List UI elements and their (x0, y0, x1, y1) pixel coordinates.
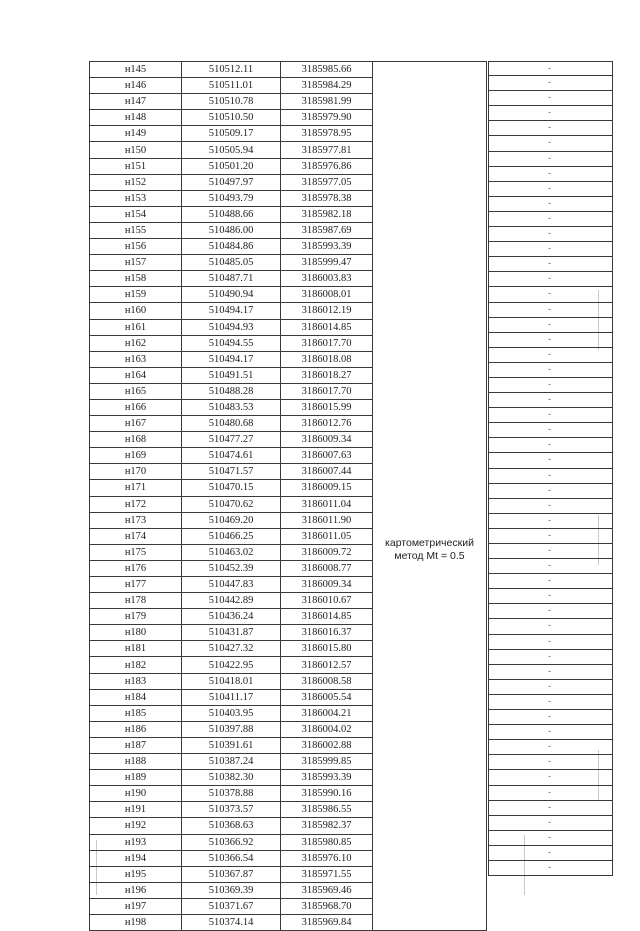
right-column-row (489, 861, 612, 876)
point-name-cell: н155 (90, 222, 182, 238)
x-coordinate-cell: 510442.89 (182, 593, 281, 609)
dash-mark: - (548, 816, 551, 827)
x-coordinate-cell: 510501.20 (182, 158, 281, 174)
dash-mark: - (548, 514, 551, 525)
coordinates-table (89, 61, 487, 931)
dash-mark: - (548, 228, 551, 239)
y-coordinate-cell: 3186008.01 (281, 287, 373, 303)
dash-mark: - (548, 711, 551, 722)
x-coordinate-cell: 510494.17 (182, 303, 281, 319)
right-column-row (489, 197, 612, 212)
point-name-cell: н192 (90, 818, 182, 834)
x-coordinate-cell: 510490.94 (182, 287, 281, 303)
point-name-cell: н171 (90, 480, 182, 496)
y-coordinate-cell: 3186017.70 (281, 335, 373, 351)
x-coordinate-cell: 510477.27 (182, 432, 281, 448)
right-column-row (489, 76, 612, 91)
y-coordinate-cell: 3185969.46 (281, 882, 373, 898)
y-coordinate-cell: 3186010.67 (281, 593, 373, 609)
dash-mark: - (548, 650, 551, 661)
right-column-row (489, 333, 612, 348)
point-name-cell: н176 (90, 560, 182, 576)
right-column-row (489, 755, 612, 770)
y-coordinate-cell: 3186015.99 (281, 399, 373, 415)
right-column-row (489, 257, 612, 272)
point-name-cell: н196 (90, 882, 182, 898)
x-coordinate-cell: 510436.24 (182, 609, 281, 625)
right-column-row (489, 378, 612, 393)
dash-mark: - (548, 409, 551, 420)
point-name-cell: н184 (90, 689, 182, 705)
dash-mark: - (548, 122, 551, 133)
x-coordinate-cell: 510510.78 (182, 94, 281, 110)
right-column-row (489, 242, 612, 257)
y-coordinate-cell: 3185986.55 (281, 802, 373, 818)
right-column-row (489, 650, 612, 665)
x-coordinate-cell: 510505.94 (182, 142, 281, 158)
x-coordinate-cell: 510369.39 (182, 882, 281, 898)
dash-mark: - (548, 152, 551, 163)
point-name-cell: н197 (90, 898, 182, 914)
point-name-cell: н157 (90, 255, 182, 271)
x-coordinate-cell: 510367.87 (182, 866, 281, 882)
y-coordinate-cell: 3185971.55 (281, 866, 373, 882)
right-column-row (489, 695, 612, 710)
right-column-row (489, 182, 612, 197)
point-name-cell: н149 (90, 126, 182, 142)
x-coordinate-cell: 510491.51 (182, 367, 281, 383)
dash-mark: - (548, 756, 551, 767)
dash-mark: - (548, 167, 551, 178)
x-coordinate-cell: 510485.05 (182, 255, 281, 271)
right-column-row (489, 453, 612, 468)
right-column-row (489, 770, 612, 785)
x-coordinate-cell: 510494.55 (182, 335, 281, 351)
dash-mark: - (548, 107, 551, 118)
y-coordinate-cell: 3185993.39 (281, 770, 373, 786)
y-coordinate-cell: 3185977.81 (281, 142, 373, 158)
dash-mark: - (548, 590, 551, 601)
dash-mark: - (548, 771, 551, 782)
point-name-cell: н146 (90, 78, 182, 94)
right-column-row (489, 121, 612, 136)
y-coordinate-cell: 3186016.37 (281, 625, 373, 641)
y-coordinate-cell: 3185993.39 (281, 239, 373, 255)
right-column-row (489, 469, 612, 484)
right-column-row (489, 619, 612, 634)
right-column-row (489, 529, 612, 544)
point-name-cell: н172 (90, 496, 182, 512)
dash-mark: - (548, 665, 551, 676)
point-name-cell: н159 (90, 287, 182, 303)
y-coordinate-cell: 3186009.34 (281, 432, 373, 448)
x-coordinate-cell: 510418.01 (182, 673, 281, 689)
dash-mark: - (548, 575, 551, 586)
x-coordinate-cell: 510373.57 (182, 802, 281, 818)
point-name-cell: н198 (90, 914, 182, 930)
dash-mark: - (548, 137, 551, 148)
point-name-cell: н189 (90, 770, 182, 786)
right-column-row (489, 544, 612, 559)
y-coordinate-cell: 3185999.85 (281, 754, 373, 770)
y-coordinate-cell: 3185976.10 (281, 850, 373, 866)
point-name-cell: н190 (90, 786, 182, 802)
dash-mark: - (548, 801, 551, 812)
y-coordinate-cell: 3186004.21 (281, 705, 373, 721)
right-column-row (489, 604, 612, 619)
right-column-row (489, 635, 612, 650)
right-column-row (489, 167, 612, 182)
y-coordinate-cell: 3185977.05 (281, 174, 373, 190)
point-name-cell: н185 (90, 705, 182, 721)
y-coordinate-cell: 3186009.72 (281, 544, 373, 560)
y-coordinate-cell: 3186004.02 (281, 721, 373, 737)
dash-mark: - (548, 846, 551, 857)
right-column-row (489, 272, 612, 287)
dash-mark: - (548, 212, 551, 223)
point-name-cell: н147 (90, 94, 182, 110)
x-coordinate-cell: 510494.17 (182, 351, 281, 367)
x-coordinate-cell: 510431.87 (182, 625, 281, 641)
x-coordinate-cell: 510493.79 (182, 190, 281, 206)
x-coordinate-cell: 510470.15 (182, 480, 281, 496)
y-coordinate-cell: 3185987.69 (281, 222, 373, 238)
dash-mark: - (548, 831, 551, 842)
dash-mark: - (548, 197, 551, 208)
right-column-row (489, 136, 612, 151)
point-name-cell: н151 (90, 158, 182, 174)
dash-mark: - (548, 605, 551, 616)
dash-mark: - (548, 499, 551, 510)
x-coordinate-cell: 510488.66 (182, 206, 281, 222)
point-name-cell: н164 (90, 367, 182, 383)
dash-mark: - (548, 680, 551, 691)
y-coordinate-cell: 3186018.27 (281, 367, 373, 383)
y-coordinate-cell: 3186008.77 (281, 560, 373, 576)
right-column-row (489, 212, 612, 227)
x-coordinate-cell: 510371.67 (182, 898, 281, 914)
y-coordinate-cell: 3186005.54 (281, 689, 373, 705)
y-coordinate-cell: 3186002.88 (281, 737, 373, 753)
coordinates-table-body (90, 62, 487, 931)
point-name-cell: н174 (90, 528, 182, 544)
dash-mark: - (548, 243, 551, 254)
y-coordinate-cell: 3186007.44 (281, 464, 373, 480)
y-coordinate-cell: 3185982.37 (281, 818, 373, 834)
right-column-row (489, 408, 612, 423)
x-coordinate-cell: 510469.20 (182, 512, 281, 528)
y-coordinate-cell: 3185999.47 (281, 255, 373, 271)
point-name-cell: н160 (90, 303, 182, 319)
y-coordinate-cell: 3186011.05 (281, 528, 373, 544)
dash-mark: - (548, 273, 551, 284)
point-name-cell: н150 (90, 142, 182, 158)
y-coordinate-cell: 3186003.83 (281, 271, 373, 287)
x-coordinate-cell: 510422.95 (182, 657, 281, 673)
point-name-cell: н169 (90, 448, 182, 464)
point-name-cell: н161 (90, 319, 182, 335)
dash-mark: - (548, 63, 551, 73)
x-coordinate-cell: 510470.62 (182, 496, 281, 512)
x-coordinate-cell: 510378.88 (182, 786, 281, 802)
point-name-cell: н191 (90, 802, 182, 818)
right-column-row (489, 740, 612, 755)
y-coordinate-cell: 3186007.63 (281, 448, 373, 464)
x-coordinate-cell: 510474.61 (182, 448, 281, 464)
point-name-cell: н170 (90, 464, 182, 480)
point-name-cell: н148 (90, 110, 182, 126)
y-coordinate-cell: 3186012.19 (281, 303, 373, 319)
point-name-cell: н178 (90, 593, 182, 609)
right-column-row (489, 106, 612, 121)
y-coordinate-cell: 3185976.86 (281, 158, 373, 174)
right-column-row (489, 680, 612, 695)
right-column-row (489, 846, 612, 861)
right-column-row (489, 287, 612, 302)
dash-mark: - (548, 394, 551, 405)
right-column-row (489, 499, 612, 514)
y-coordinate-cell: 3186011.90 (281, 512, 373, 528)
point-name-cell: н183 (90, 673, 182, 689)
right-column-row (489, 559, 612, 574)
method-note-line1: картометрический (385, 537, 474, 549)
x-coordinate-cell: 510387.24 (182, 754, 281, 770)
dash-mark: - (548, 635, 551, 646)
x-coordinate-cell: 510368.63 (182, 818, 281, 834)
table-row (90, 62, 487, 78)
x-coordinate-cell: 510471.57 (182, 464, 281, 480)
point-name-cell: н180 (90, 625, 182, 641)
right-column-row (489, 363, 612, 378)
right-column-row (489, 61, 612, 76)
x-coordinate-cell: 510512.11 (182, 62, 281, 78)
right-column-row (489, 303, 612, 318)
y-coordinate-cell: 3186015.80 (281, 641, 373, 657)
x-coordinate-cell: 510411.17 (182, 689, 281, 705)
point-name-cell: н167 (90, 416, 182, 432)
dash-mark: - (548, 378, 551, 389)
point-name-cell: н181 (90, 641, 182, 657)
dash-mark: - (548, 484, 551, 495)
x-coordinate-cell: 510447.83 (182, 577, 281, 593)
point-name-cell: н175 (90, 544, 182, 560)
point-name-cell: н158 (90, 271, 182, 287)
dash-mark: - (548, 861, 551, 872)
dash-mark: - (548, 363, 551, 374)
dash-mark: - (548, 258, 551, 269)
dash-mark: - (548, 529, 551, 540)
x-coordinate-cell: 510382.30 (182, 770, 281, 786)
right-column-row (489, 393, 612, 408)
method-note-line2: метод Mt = 0.5 (394, 550, 465, 562)
y-coordinate-cell: 3186008.58 (281, 673, 373, 689)
x-coordinate-cell: 510488.28 (182, 383, 281, 399)
y-coordinate-cell: 3186017.70 (281, 383, 373, 399)
x-coordinate-cell: 510366.54 (182, 850, 281, 866)
point-name-cell: н194 (90, 850, 182, 866)
point-name-cell: н152 (90, 174, 182, 190)
dash-mark: - (548, 318, 551, 329)
right-column-row (489, 484, 612, 499)
x-coordinate-cell: 510509.17 (182, 126, 281, 142)
point-name-cell: н166 (90, 399, 182, 415)
y-coordinate-cell: 3185978.95 (281, 126, 373, 142)
point-name-cell: н162 (90, 335, 182, 351)
dash-mark: - (548, 469, 551, 480)
x-coordinate-cell: 510497.97 (182, 174, 281, 190)
right-column-row (489, 816, 612, 831)
x-coordinate-cell: 510480.68 (182, 416, 281, 432)
right-column-row (489, 589, 612, 604)
x-coordinate-cell: 510487.71 (182, 271, 281, 287)
dash-mark: - (548, 182, 551, 193)
right-column-row (489, 725, 612, 740)
x-coordinate-cell: 510483.53 (182, 399, 281, 415)
y-coordinate-cell: 3185990.16 (281, 786, 373, 802)
y-coordinate-cell: 3185969.84 (281, 914, 373, 930)
right-column-row (489, 786, 612, 801)
right-column-row (489, 665, 612, 680)
point-name-cell: н182 (90, 657, 182, 673)
x-coordinate-cell: 510494.93 (182, 319, 281, 335)
x-coordinate-cell: 510484.86 (182, 239, 281, 255)
dash-mark: - (548, 439, 551, 450)
x-coordinate-cell: 510397.88 (182, 721, 281, 737)
point-name-cell: н153 (90, 190, 182, 206)
y-coordinate-cell: 3185981.99 (281, 94, 373, 110)
dash-mark: - (548, 348, 551, 359)
point-name-cell: н163 (90, 351, 182, 367)
right-column-row (489, 227, 612, 242)
y-coordinate-cell: 3186011.04 (281, 496, 373, 512)
dash-mark: - (548, 333, 551, 344)
right-column-row (489, 801, 612, 816)
y-coordinate-cell: 3185968.70 (281, 898, 373, 914)
right-column-row (489, 152, 612, 167)
dash-mark: - (548, 288, 551, 299)
right-column-row (489, 574, 612, 589)
right-column-row (489, 831, 612, 846)
point-name-cell: н188 (90, 754, 182, 770)
dash-mark: - (548, 560, 551, 571)
dash-mark: - (548, 620, 551, 631)
x-coordinate-cell: 510366.92 (182, 834, 281, 850)
right-column-row (489, 438, 612, 453)
y-coordinate-cell: 3186018.08 (281, 351, 373, 367)
dash-mark: - (548, 786, 551, 797)
point-name-cell: н168 (90, 432, 182, 448)
y-coordinate-cell: 3186014.85 (281, 319, 373, 335)
point-name-cell: н179 (90, 609, 182, 625)
x-coordinate-cell: 510403.95 (182, 705, 281, 721)
y-coordinate-cell: 3186014.85 (281, 609, 373, 625)
point-name-cell: н186 (90, 721, 182, 737)
y-coordinate-cell: 3185979.90 (281, 110, 373, 126)
point-name-cell: н165 (90, 383, 182, 399)
y-coordinate-cell: 3185984.29 (281, 78, 373, 94)
y-coordinate-cell: 3186009.34 (281, 577, 373, 593)
x-coordinate-cell: 510391.61 (182, 737, 281, 753)
point-name-cell: н195 (90, 866, 182, 882)
dash-mark: - (548, 545, 551, 555)
y-coordinate-cell: 3185980.85 (281, 834, 373, 850)
y-coordinate-cell: 3185985.66 (281, 62, 373, 78)
point-name-cell: н156 (90, 239, 182, 255)
right-column-row (489, 423, 612, 438)
x-coordinate-cell: 510511.01 (182, 78, 281, 94)
right-column-row (489, 91, 612, 106)
y-coordinate-cell: 3185978.38 (281, 190, 373, 206)
y-coordinate-cell: 3186012.57 (281, 657, 373, 673)
y-coordinate-cell: 3186012.76 (281, 416, 373, 432)
right-column-row (489, 348, 612, 363)
right-column-row (489, 710, 612, 725)
x-coordinate-cell: 510463.02 (182, 544, 281, 560)
x-coordinate-cell: 510374.14 (182, 914, 281, 930)
dash-mark: - (548, 92, 551, 103)
dash-mark: - (548, 726, 551, 737)
point-name-cell: н173 (90, 512, 182, 528)
method-note-cell (373, 62, 487, 931)
dash-mark: - (548, 77, 551, 88)
x-coordinate-cell: 510510.50 (182, 110, 281, 126)
dash-mark: - (548, 424, 551, 435)
right-column-row (489, 318, 612, 333)
x-coordinate-cell: 510427.32 (182, 641, 281, 657)
y-coordinate-cell: 3186009.15 (281, 480, 373, 496)
y-coordinate-cell: 3185982.18 (281, 206, 373, 222)
point-name-cell: н177 (90, 577, 182, 593)
point-name-cell: н193 (90, 834, 182, 850)
right-column (488, 61, 613, 876)
point-name-cell: н154 (90, 206, 182, 222)
right-column-row (489, 514, 612, 529)
point-name-cell: н145 (90, 62, 182, 78)
dash-mark: - (548, 454, 551, 465)
dash-mark: - (548, 741, 551, 752)
x-coordinate-cell: 510486.00 (182, 222, 281, 238)
x-coordinate-cell: 510452.39 (182, 560, 281, 576)
point-name-cell: н187 (90, 737, 182, 753)
dash-mark: - (548, 695, 551, 706)
dash-mark: - (548, 303, 551, 314)
x-coordinate-cell: 510466.25 (182, 528, 281, 544)
